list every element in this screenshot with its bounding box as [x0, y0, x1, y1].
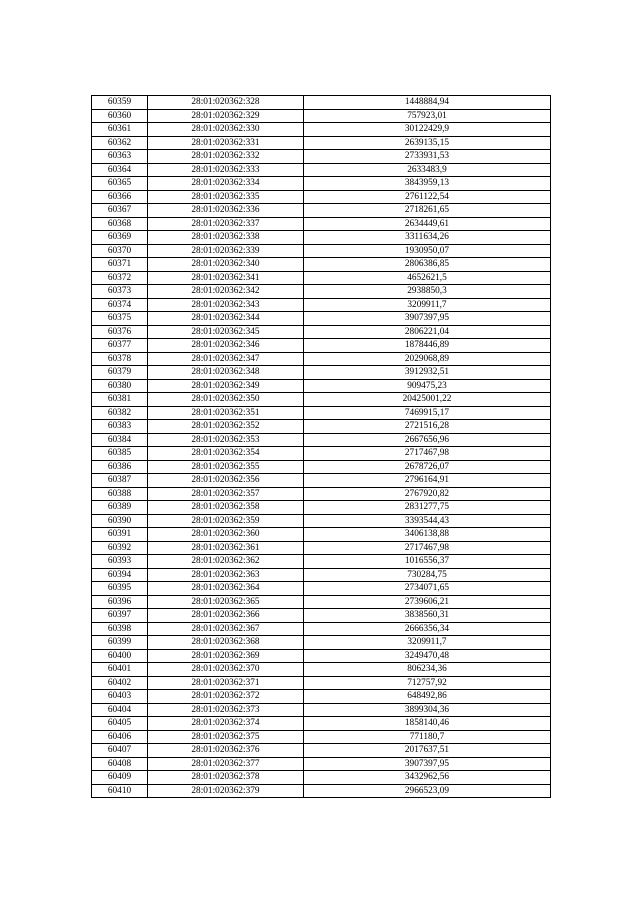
value-cell: 2767920,82: [304, 487, 551, 501]
cadastral-number-cell: 28:01:020362:356: [148, 474, 304, 488]
cadastral-number-cell: 28:01:020362:340: [148, 258, 304, 272]
value-cell: 3838560,31: [304, 609, 551, 623]
row-number-cell: 60367: [92, 204, 148, 218]
row-number-cell: 60389: [92, 501, 148, 515]
row-number-cell: 60359: [92, 96, 148, 110]
row-number-cell: 60393: [92, 555, 148, 569]
cadastral-number-cell: 28:01:020362:378: [148, 771, 304, 785]
row-number-cell: 60378: [92, 352, 148, 366]
table-row: [92, 717, 551, 731]
row-number-cell: 60386: [92, 460, 148, 474]
value-cell: 712757,92: [304, 676, 551, 690]
cadastral-number-cell: 28:01:020362:376: [148, 744, 304, 758]
table-row: [92, 582, 551, 596]
row-number-cell: 60375: [92, 312, 148, 326]
table-row: [92, 447, 551, 461]
value-cell: 30122429,9: [304, 123, 551, 137]
table-row: [92, 784, 551, 798]
value-cell: 2717467,98: [304, 447, 551, 461]
value-cell: 1930950,07: [304, 244, 551, 258]
cadastral-number-cell: 28:01:020362:342: [148, 285, 304, 299]
value-cell: 2666356,34: [304, 622, 551, 636]
row-number-cell: 60394: [92, 568, 148, 582]
table-row: [92, 312, 551, 326]
table-row: [92, 285, 551, 299]
table-row: [92, 595, 551, 609]
cadastral-number-cell: 28:01:020362:358: [148, 501, 304, 515]
value-cell: 4652621,5: [304, 271, 551, 285]
value-cell: 909475,23: [304, 379, 551, 393]
cadastral-number-cell: 28:01:020362:345: [148, 325, 304, 339]
cadastral-number-cell: 28:01:020362:334: [148, 177, 304, 191]
row-number-cell: 60405: [92, 717, 148, 731]
table-row: [92, 757, 551, 771]
cadastral-number-cell: 28:01:020362:328: [148, 96, 304, 110]
table-row: [92, 501, 551, 515]
row-number-cell: 60361: [92, 123, 148, 137]
table-row: [92, 339, 551, 353]
cadastral-number-cell: 28:01:020362:373: [148, 703, 304, 717]
row-number-cell: 60376: [92, 325, 148, 339]
table-row: [92, 771, 551, 785]
cadastral-number-cell: 28:01:020362:367: [148, 622, 304, 636]
row-number-cell: 60396: [92, 595, 148, 609]
table-row: [92, 541, 551, 555]
row-number-cell: 60388: [92, 487, 148, 501]
row-number-cell: 60379: [92, 366, 148, 380]
cadastral-number-cell: 28:01:020362:372: [148, 690, 304, 704]
table-row: [92, 406, 551, 420]
cadastral-number-cell: 28:01:020362:369: [148, 649, 304, 663]
cadastral-number-cell: 28:01:020362:338: [148, 231, 304, 245]
value-cell: 2796164,91: [304, 474, 551, 488]
table-row: [92, 217, 551, 231]
row-number-cell: 60401: [92, 663, 148, 677]
cadastral-number-cell: 28:01:020362:344: [148, 312, 304, 326]
table-row: [92, 420, 551, 434]
row-number-cell: 60362: [92, 136, 148, 150]
value-cell: 2831277,75: [304, 501, 551, 515]
table-row: [92, 568, 551, 582]
value-cell: 2639135,15: [304, 136, 551, 150]
table-row: [92, 271, 551, 285]
table-row: [92, 730, 551, 744]
row-number-cell: 60383: [92, 420, 148, 434]
value-cell: 2734071,65: [304, 582, 551, 596]
value-cell: 3432962,56: [304, 771, 551, 785]
row-number-cell: 60400: [92, 649, 148, 663]
value-cell: 2806386,85: [304, 258, 551, 272]
table-row: [92, 474, 551, 488]
cadastral-number-cell: 28:01:020362:360: [148, 528, 304, 542]
table-row: [92, 150, 551, 164]
value-cell: 2667656,96: [304, 433, 551, 447]
row-number-cell: 60370: [92, 244, 148, 258]
table-row: [92, 190, 551, 204]
table-row: [92, 204, 551, 218]
cadastral-number-cell: 28:01:020362:339: [148, 244, 304, 258]
table-row: [92, 609, 551, 623]
cadastral-number-cell: 28:01:020362:363: [148, 568, 304, 582]
row-number-cell: 60365: [92, 177, 148, 191]
row-number-cell: 60384: [92, 433, 148, 447]
value-cell: 7469915,17: [304, 406, 551, 420]
table-row: [92, 528, 551, 542]
cadastral-number-cell: 28:01:020362:346: [148, 339, 304, 353]
value-cell: 3209911,7: [304, 636, 551, 650]
table-row: [92, 352, 551, 366]
row-number-cell: 60374: [92, 298, 148, 312]
row-number-cell: 60398: [92, 622, 148, 636]
value-cell: 2718261,65: [304, 204, 551, 218]
table-row: [92, 690, 551, 704]
cadastral-number-cell: 28:01:020362:351: [148, 406, 304, 420]
cadastral-number-cell: 28:01:020362:364: [148, 582, 304, 596]
table-row: [92, 433, 551, 447]
table-body: [92, 96, 551, 798]
row-number-cell: 60391: [92, 528, 148, 542]
table-row: [92, 109, 551, 123]
value-cell: 771180,7: [304, 730, 551, 744]
value-cell: 1878446,89: [304, 339, 551, 353]
row-number-cell: 60366: [92, 190, 148, 204]
value-cell: 2938850,3: [304, 285, 551, 299]
cadastral-number-cell: 28:01:020362:343: [148, 298, 304, 312]
row-number-cell: 60369: [92, 231, 148, 245]
cadastral-number-cell: 28:01:020362:375: [148, 730, 304, 744]
value-cell: 3907397,95: [304, 312, 551, 326]
cadastral-number-cell: 28:01:020362:353: [148, 433, 304, 447]
value-cell: 3311634,26: [304, 231, 551, 245]
row-number-cell: 60377: [92, 339, 148, 353]
row-number-cell: 60385: [92, 447, 148, 461]
table-row: [92, 555, 551, 569]
cadastral-number-cell: 28:01:020362:377: [148, 757, 304, 771]
table-row: [92, 258, 551, 272]
cadastral-number-cell: 28:01:020362:347: [148, 352, 304, 366]
row-number-cell: 60372: [92, 271, 148, 285]
row-number-cell: 60395: [92, 582, 148, 596]
value-cell: 3843959,13: [304, 177, 551, 191]
value-cell: 1016556,37: [304, 555, 551, 569]
value-cell: 3899304,36: [304, 703, 551, 717]
row-number-cell: 60382: [92, 406, 148, 420]
value-cell: 2761122,54: [304, 190, 551, 204]
cadastral-number-cell: 28:01:020362:330: [148, 123, 304, 137]
table-row: [92, 649, 551, 663]
row-number-cell: 60399: [92, 636, 148, 650]
row-number-cell: 60390: [92, 514, 148, 528]
table-row: [92, 514, 551, 528]
row-number-cell: 60397: [92, 609, 148, 623]
table-row: [92, 244, 551, 258]
value-cell: 20425001,22: [304, 393, 551, 407]
value-cell: 2017637,51: [304, 744, 551, 758]
cadastral-number-cell: 28:01:020362:370: [148, 663, 304, 677]
table-row: [92, 366, 551, 380]
table-row: [92, 163, 551, 177]
cadastral-number-cell: 28:01:020362:371: [148, 676, 304, 690]
table-row: [92, 177, 551, 191]
cadastral-number-cell: 28:01:020362:350: [148, 393, 304, 407]
cadastral-number-cell: 28:01:020362:331: [148, 136, 304, 150]
table-row: [92, 379, 551, 393]
value-cell: 757923,01: [304, 109, 551, 123]
value-cell: 2739606,21: [304, 595, 551, 609]
table-row: [92, 231, 551, 245]
cadastral-number-cell: 28:01:020362:329: [148, 109, 304, 123]
table-row: [92, 636, 551, 650]
row-number-cell: 60380: [92, 379, 148, 393]
row-number-cell: 60387: [92, 474, 148, 488]
value-cell: 3209911,7: [304, 298, 551, 312]
row-number-cell: 60363: [92, 150, 148, 164]
value-cell: 3406138,88: [304, 528, 551, 542]
table-row: [92, 622, 551, 636]
table-row: [92, 96, 551, 110]
cadastral-number-cell: 28:01:020362:348: [148, 366, 304, 380]
value-cell: 2029068,89: [304, 352, 551, 366]
row-number-cell: 60403: [92, 690, 148, 704]
value-cell: 2633483,9: [304, 163, 551, 177]
table-row: [92, 393, 551, 407]
value-cell: 3912932,51: [304, 366, 551, 380]
value-cell: 2733931,53: [304, 150, 551, 164]
table-row: [92, 460, 551, 474]
table-row: [92, 123, 551, 137]
row-number-cell: 60404: [92, 703, 148, 717]
cadastral-number-cell: 28:01:020362:366: [148, 609, 304, 623]
cadastral-number-cell: 28:01:020362:362: [148, 555, 304, 569]
row-number-cell: 60406: [92, 730, 148, 744]
cadastral-number-cell: 28:01:020362:352: [148, 420, 304, 434]
cadastral-number-cell: 28:01:020362:337: [148, 217, 304, 231]
cadastral-number-cell: 28:01:020362:355: [148, 460, 304, 474]
cadastral-number-cell: 28:01:020362:361: [148, 541, 304, 555]
cadastral-number-cell: 28:01:020362:374: [148, 717, 304, 731]
cadastral-number-cell: 28:01:020362:332: [148, 150, 304, 164]
value-cell: 648492,86: [304, 690, 551, 704]
value-cell: 1858140,46: [304, 717, 551, 731]
row-number-cell: 60373: [92, 285, 148, 299]
cadastral-number-cell: 28:01:020362:368: [148, 636, 304, 650]
row-number-cell: 60402: [92, 676, 148, 690]
table-row: [92, 136, 551, 150]
value-cell: 1448884,94: [304, 96, 551, 110]
row-number-cell: 60368: [92, 217, 148, 231]
table-row: [92, 676, 551, 690]
value-cell: 3249470,48: [304, 649, 551, 663]
row-number-cell: 60410: [92, 784, 148, 798]
table-row: [92, 298, 551, 312]
table-row: [92, 325, 551, 339]
value-cell: 2678726,07: [304, 460, 551, 474]
cadastral-number-cell: 28:01:020362:359: [148, 514, 304, 528]
table-row: [92, 487, 551, 501]
value-cell: 2634449,61: [304, 217, 551, 231]
cadastral-number-cell: 28:01:020362:349: [148, 379, 304, 393]
value-cell: 2966523,09: [304, 784, 551, 798]
cadastral-number-cell: 28:01:020362:357: [148, 487, 304, 501]
table-row: [92, 744, 551, 758]
cadastral-number-cell: 28:01:020362:354: [148, 447, 304, 461]
cadastral-number-cell: 28:01:020362:379: [148, 784, 304, 798]
value-cell: 730284,75: [304, 568, 551, 582]
row-number-cell: 60407: [92, 744, 148, 758]
row-number-cell: 60408: [92, 757, 148, 771]
row-number-cell: 60371: [92, 258, 148, 272]
value-cell: 806234,36: [304, 663, 551, 677]
row-number-cell: 60364: [92, 163, 148, 177]
row-number-cell: 60381: [92, 393, 148, 407]
cadastral-number-cell: 28:01:020362:365: [148, 595, 304, 609]
row-number-cell: 60392: [92, 541, 148, 555]
cadastral-number-cell: 28:01:020362:335: [148, 190, 304, 204]
row-number-cell: 60409: [92, 771, 148, 785]
table-row: [92, 663, 551, 677]
value-cell: 2806221,04: [304, 325, 551, 339]
row-number-cell: 60360: [92, 109, 148, 123]
table-row: [92, 703, 551, 717]
cadastral-value-table: [91, 95, 551, 798]
value-cell: 2717467,98: [304, 541, 551, 555]
cadastral-number-cell: 28:01:020362:333: [148, 163, 304, 177]
value-cell: 3393544,43: [304, 514, 551, 528]
cadastral-number-cell: 28:01:020362:341: [148, 271, 304, 285]
value-cell: 2721516,28: [304, 420, 551, 434]
value-cell: 3907397,95: [304, 757, 551, 771]
cadastral-number-cell: 28:01:020362:336: [148, 204, 304, 218]
